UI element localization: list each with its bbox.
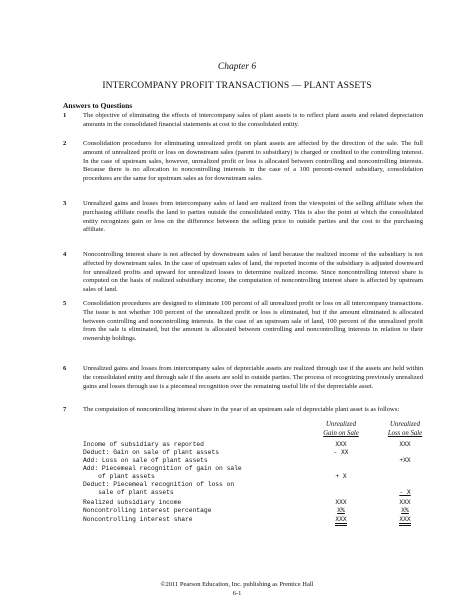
row-label: Add: Loss on sale of plant assets: [83, 457, 208, 464]
table-row: [83, 449, 433, 457]
table-row: [83, 457, 433, 465]
question-1: [63, 112, 423, 130]
table-row: [83, 465, 433, 473]
question-number: 2: [63, 140, 67, 147]
question-number: 5: [63, 300, 67, 307]
gain-cell: XXX: [335, 516, 346, 526]
loss-cell: - X: [399, 489, 411, 496]
row-label: Noncontrolling interest percentage: [83, 507, 212, 514]
table-row: [83, 441, 433, 449]
row-label: Add: Piecemeal recognition of gain on sale: [83, 465, 242, 472]
page-footer: [0, 581, 474, 598]
table-row: [83, 489, 433, 497]
table-row: [83, 507, 433, 515]
page-number: 6-1: [232, 589, 242, 597]
loss-cell: X%: [401, 507, 409, 514]
row-label: Deduct: Gain on sale of plant assets: [83, 449, 220, 456]
loss-cell: XXX: [399, 441, 411, 448]
col2-header-line1: Unrealized: [390, 421, 420, 428]
row-label: of plant assets: [83, 473, 155, 480]
col1-header-line2: Gain on Sale: [323, 430, 359, 437]
question-number: 7: [63, 406, 67, 413]
chapter-title: INTERCOMPANY PROFIT TRANSACTIONS — PLANT ASSETS: [102, 81, 372, 91]
question-text: Noncontrolling interest share is not affected by downstream sales of land because the realized income of the subsidiary is not affected by downstream sales. In the case of upstream sales of land, the reported income of the subsidiary is adjusted downward for unrealized profits and upward for unrealized losses to determine realized income. Since noncontrolling interest share is computed on the basis of realized subsidiary income, the computation of noncontrolling interest share is affected by upstream sales of land.: [83, 251, 423, 294]
question-number: 3: [63, 200, 67, 207]
question-7: [63, 406, 423, 415]
question-text: Unrealized gains and losses from intercompany sales of land are realized from the viewpoint of the selling affiliate when the purchasing affiliate resells the land to parties outside the consolidated entity. This is also the point at which the consolidated entity recognizes gain or loss on the difference between the selling price to outside parties and the cost to the purchasing affiliate.: [83, 200, 423, 234]
question-text: Consolidation procedures for eliminating unrealized profit on plant assets are affected by the direction of the sale. The full amount of unrealized profit or loss on downstream sales (parent to subsidiary) is charged or credited to the controlling interest. In the case of upstream sales, however, unrealized profit or loss is allocated between controlling and noncontrolling interests. Because there is no allocation to noncontrolling interests in the case of a 100 percent-owned subsidiary, consolidation procedures are the same for upstream sales as for downstream sales.: [83, 140, 423, 183]
question-text: Unrealized gains and losses from intercompany sales of depreciable assets are realized through use if the assets are held within the consolidated entity and through sale if the assets are sold to outside parties. The process of recognizing previously unrealized gains and losses through use is a piecemeal recognition over the remaining useful life of the depreciable asset.: [83, 365, 423, 390]
question-3: [63, 200, 423, 235]
row-label: Deduct: Piecemeal recognition of loss on: [83, 481, 235, 488]
question-4: [63, 251, 423, 295]
question-text: The computation of noncontrolling interest share in the year of an upstream sale of depreciable plant asset is as follows:: [83, 406, 400, 413]
row-label: Realized subsidiary income: [83, 499, 182, 506]
gain-cell: X%: [337, 507, 345, 514]
question-number: 1: [63, 112, 67, 119]
question-text: Consolidation procedures are designed to eliminate 100 percent of all unrealized profit or loss on all intercompany transactions. The issue is not whether 100 percent of the unrealized profit or loss is eliminated, but if the amount eliminated is allocated between controlling and noncontrolling interests. In the case of an upstream sale of land, 100 percent of the unrealized profit from the sale is eliminated, but the amount is allocated between controlling and noncontrolling interests in relation to their ownership holdings.: [83, 300, 423, 343]
question-text: The objective of eliminating the effects of intercompany sales of plant assets is to reflect plant assets and related depreciation amounts in the consolidated financial statements at cost to the consolidated entity.: [83, 112, 423, 128]
loss-cell: XXX: [399, 499, 411, 506]
table-row: [83, 481, 433, 489]
gain-cell: - XX: [333, 449, 349, 456]
table-row: [83, 499, 433, 507]
gain-cell: XXX: [335, 441, 347, 448]
chapter-heading: Chapter 6: [217, 62, 257, 72]
loss-cell: +XX: [399, 457, 411, 464]
section-heading: Answers to Questions: [63, 101, 133, 110]
row-label: Income of subsidiary as reported: [83, 441, 204, 448]
loss-cell: XXX: [399, 516, 410, 526]
table-row: [83, 473, 433, 481]
question-5: [63, 300, 423, 344]
question-6: [63, 365, 423, 391]
question-number: 6: [63, 365, 67, 372]
table-row: [83, 516, 433, 524]
gain-cell: XXX: [335, 499, 347, 506]
col1-header-line1: Unrealized: [326, 421, 356, 428]
row-label: Noncontrolling interest share: [83, 516, 193, 523]
question-number: 4: [63, 251, 67, 258]
copyright-line: ©2011 Pearson Education, Inc. publishing as Prentice Hall: [160, 581, 314, 588]
question-2: [63, 140, 423, 184]
gain-cell: + X: [335, 473, 347, 480]
row-label: sale of plant assets: [83, 489, 174, 496]
col2-header-line2: Loss on Sale: [387, 430, 423, 437]
